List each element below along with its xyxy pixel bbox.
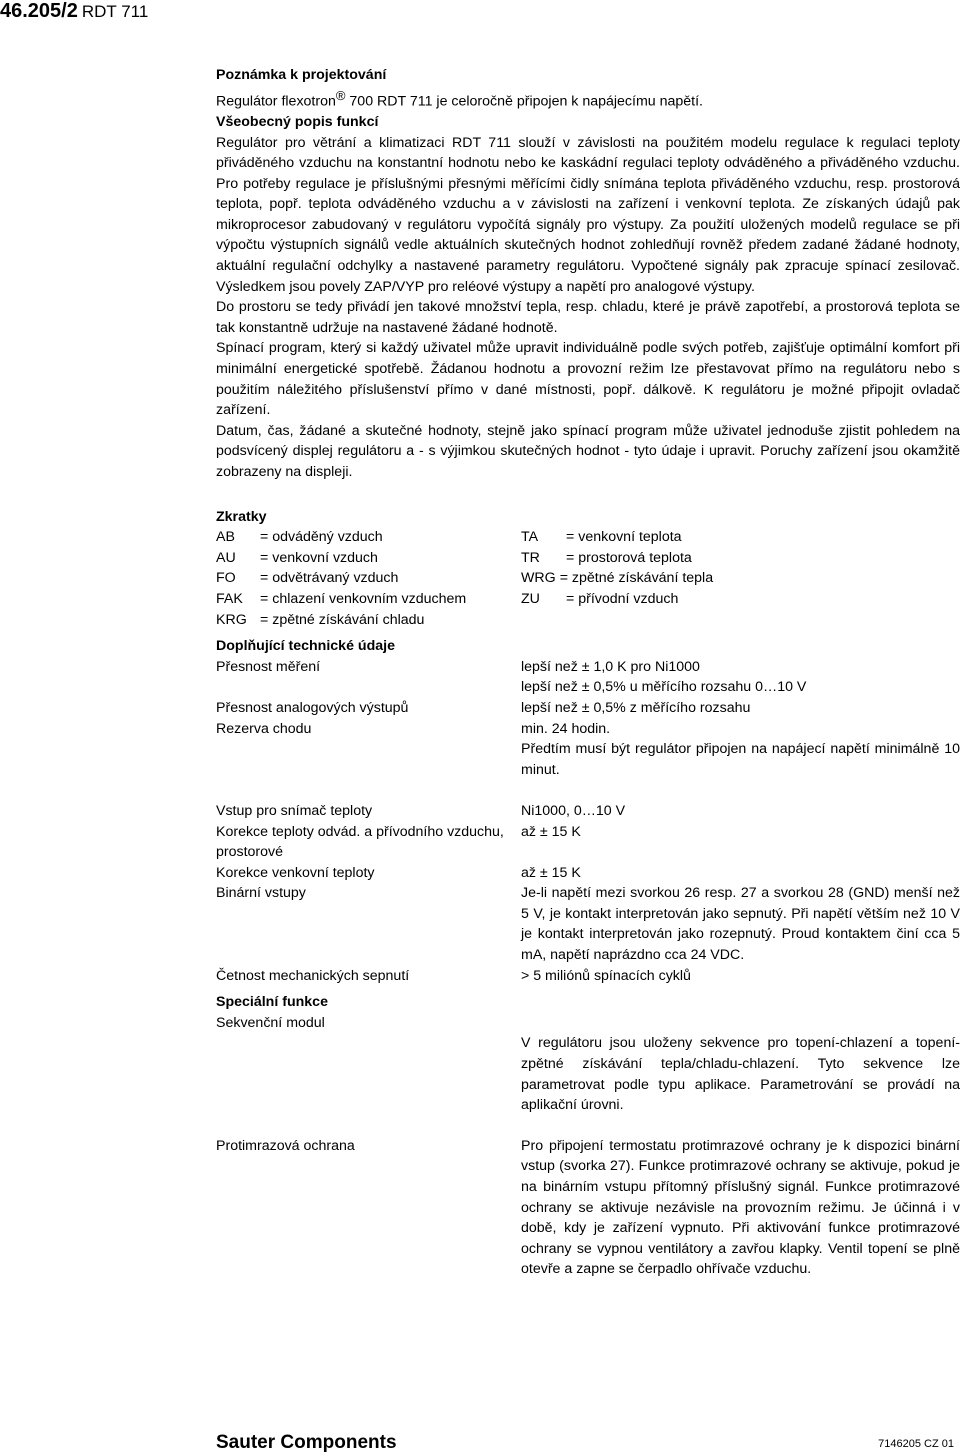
spec-value: až ± 15 K (521, 864, 581, 881)
special-title: Speciální funkce (216, 994, 328, 1011)
spec-label: Binární vstupy (216, 885, 306, 902)
spec-row (216, 863, 960, 884)
spec-value: > 5 miliónů spínacích cyklů (521, 967, 691, 984)
document-content (216, 65, 960, 1280)
abbreviation-value: = odvětrávaný vzduch (260, 570, 399, 587)
spec-value: až ± 15 K (521, 823, 581, 840)
abbreviation-row (216, 610, 960, 631)
abbreviation-key: KRG (216, 611, 247, 628)
abbreviation-value: = venkovní teplota (566, 529, 682, 546)
spec-label: Vstup pro snímač teploty (216, 802, 373, 819)
spec-label: Přesnost měření (216, 658, 321, 675)
spec-label (216, 677, 521, 698)
spec-value: lepší než ± 1,0 K pro Ni1000 (521, 658, 700, 675)
note-text (216, 86, 960, 112)
abbreviation-value: = odváděný vzduch (260, 529, 383, 546)
spec-value: lepší než ± 0,5% u měřícího rozsahu 0…10 V (521, 679, 807, 696)
abbreviation-row (216, 548, 960, 569)
spec-value: Je-li napětí mezi svorkou 26 resp. 27 a svorkou 28 (GND) menší než 5 V, je kontakt interpretován jako sepnutý. Při napětí větším než 10 V je kontakt interpretován jako rozepnutý. Proud kontaktem činí cca 5 mA, napětí naprázdno cca 24 VDC. (521, 885, 960, 964)
spec-label: Korekce teploty odvád. a přívodního vzduchu, prostorové (216, 823, 504, 861)
abbreviation-value: = zpětné získávání chladu (260, 611, 425, 628)
abbreviation-row (216, 568, 960, 589)
abbreviation-value: = prostorová teplota (566, 549, 692, 566)
abbreviation-row (216, 589, 960, 610)
abbreviation-key: TA (521, 529, 539, 546)
note-text-after: 700 RDT 711 je celoročně připojen k napájecímu napětí. (345, 93, 704, 110)
spec-row (216, 719, 960, 740)
abbreviation-key: TR (521, 549, 540, 566)
abbreviation-value: = chlazení venkovním vzduchem (260, 590, 467, 607)
technical-title: Doplňující technické údaje (216, 638, 395, 655)
spec-row (216, 677, 960, 698)
note-title: Poznámka k projektování (216, 67, 387, 83)
spec-value: Ni1000, 0…10 V (521, 802, 626, 819)
spec-row (216, 780, 960, 801)
abbreviation-row (216, 527, 960, 548)
abbreviation-value: = venkovní vzduch (260, 549, 378, 566)
general-title: Všeobecný popis funkcí (216, 113, 379, 130)
spec-label: Protimrazová ochrana (216, 1137, 355, 1154)
abbreviation-value: = přívodní vzduch (566, 590, 679, 607)
spec-row (216, 739, 960, 780)
abbreviations-title: Zkratky (216, 508, 267, 525)
general-paragraph: Regulátor pro větrání a klimatizaci RDT 711 slouží v závislosti na použitém modelu regulace k regulaci teploty přiváděného vzduchu na konstantní hodnotu nebo ke kaskádní regulaci teploty odváděného a přiváděného vzduchu. Pro potřeby regulace je příslušnými přesnými měřícími čidly snímána teplota přiváděného vzduchu, resp. prostorová teplota, popř. teplota odváděného vzduchu a v závislosti na zařízení i venkovní teplota. Ze získaných údajů pak mikroprocesor zabudovaný v regulátoru vypočítá signály pro výstupy. Za použití uložených modelů regulace se při výpočtu výstupních signálů vedle aktuálních skutečných hodnot zohledňují rovněž předem zadané žádané hodnoty, aktuální regulační odchylky a nastavené parametry regulátoru. Vypočtené signály pak zpracuje spínací zesilovač. Výsledkem jsou povely ZAP/VYP pro reléové výstupy a napětí pro analogové výstupy. (216, 134, 960, 295)
spec-label: Sekvenční modul (216, 1014, 325, 1031)
special-table (216, 1013, 960, 1280)
spec-value: Předtím musí být regulátor připojen na napájecí napětí minimálně 10 minut. (521, 741, 960, 778)
general-paragraph: Datum, čas, žádané a skutečné hodnoty, stejně jako spínací program může uživatel jednoduše zjistit pohledem na podsvícený displej regulátoru a - s výjimkou skutečných hodnot - tyto údaje i upravit. Poruchy zařízení jsou okamžitě zobrazeny na displeji. (216, 422, 960, 481)
abbreviation-key: AB (216, 529, 235, 546)
spec-row (216, 698, 960, 719)
abbreviation-key: ZU (521, 590, 540, 607)
footer-brand: Sauter Components (216, 1432, 397, 1453)
spec-value: min. 24 hodin. (521, 720, 611, 737)
abbreviation-value: = zpětné získávání tepla (559, 570, 714, 587)
abbreviations-table (216, 527, 960, 630)
spec-label: Korekce venkovní teploty (216, 864, 375, 881)
technical-table (216, 657, 960, 987)
registered-mark: ® (335, 87, 346, 103)
spec-row (216, 883, 960, 965)
spec-label: Rezerva chodu (216, 720, 312, 737)
abbreviation-key: FAK (216, 590, 243, 607)
spec-label: Přesnost analogových výstupů (216, 699, 409, 716)
spec-value: V regulátoru jsou uloženy sekvence pro topení-chlazení a topení-zpětné získávání tepla/chladu-chlazení. Tyto sekvence lze parametrovat podle typu aplikace. Parametrování se provádí na aplikační úrovni. (521, 1035, 960, 1114)
spec-row (216, 1013, 960, 1116)
general-paragraph: Spínací program, který si každý uživatel může upravit individuálně podle svých potřeb, zajišťuje optimální komfort při minimální energetické spotřebě. Žádanou hodnotu a provozní režim lze přestavovat přímo na regulátoru nebo s použitím náležitého příslušenství přímo v dané místnosti, popř. dálkově. K regulátoru je možné připojit ovladač zařízení. (216, 340, 960, 419)
spec-row (216, 966, 960, 987)
spec-value: Pro připojení termostatu protimrazové ochrany je k dispozici binární vstup (svorka 27). Funkce protimrazové ochrany se aktivuje, pokud je na binárním vstupu přítomný příslušný signál. Funkce protimrazové ochrany se aktivuje nezávisle na provozním režimu. Je účinná i v době, kdy je zařízení vypnuto. Při aktivování funkce protimrazové ochrany se vypnou ventilátory a zavřou klapky. Ventil topení se plně otevře a zapne se čerpadlo ohřívače vzduchu. (521, 1137, 960, 1278)
abbreviation-key: FO (216, 570, 236, 587)
spec-label: Četnost mechanických sepnutí (216, 967, 410, 984)
spec-row (216, 801, 960, 822)
spec-value: lepší než ± 0,5% z měřícího rozsahu (521, 699, 751, 716)
page-header (0, 0, 148, 23)
document-code: 46.205/2 (0, 0, 78, 22)
spec-row (216, 1136, 960, 1280)
general-paragraph: Do prostoru se tedy přivádí jen takové množství tepla, resp. chladu, které je právě zapotřebí, a prostorová teplota se tak konstantně udržuje na nastavené žádané hodnotě. (216, 299, 960, 336)
spec-value (521, 780, 960, 801)
abbreviation-key: AU (216, 549, 236, 566)
spec-row (216, 822, 960, 863)
footer-document-code: 7146205 CZ 01 (878, 1438, 954, 1450)
note-text-before: Regulátor flexotron (216, 93, 336, 110)
spec-label (216, 780, 521, 801)
spec-label (216, 739, 521, 780)
abbreviation-key: WRG (521, 570, 556, 587)
spec-row (216, 657, 960, 678)
model-name: RDT 711 (81, 2, 149, 21)
